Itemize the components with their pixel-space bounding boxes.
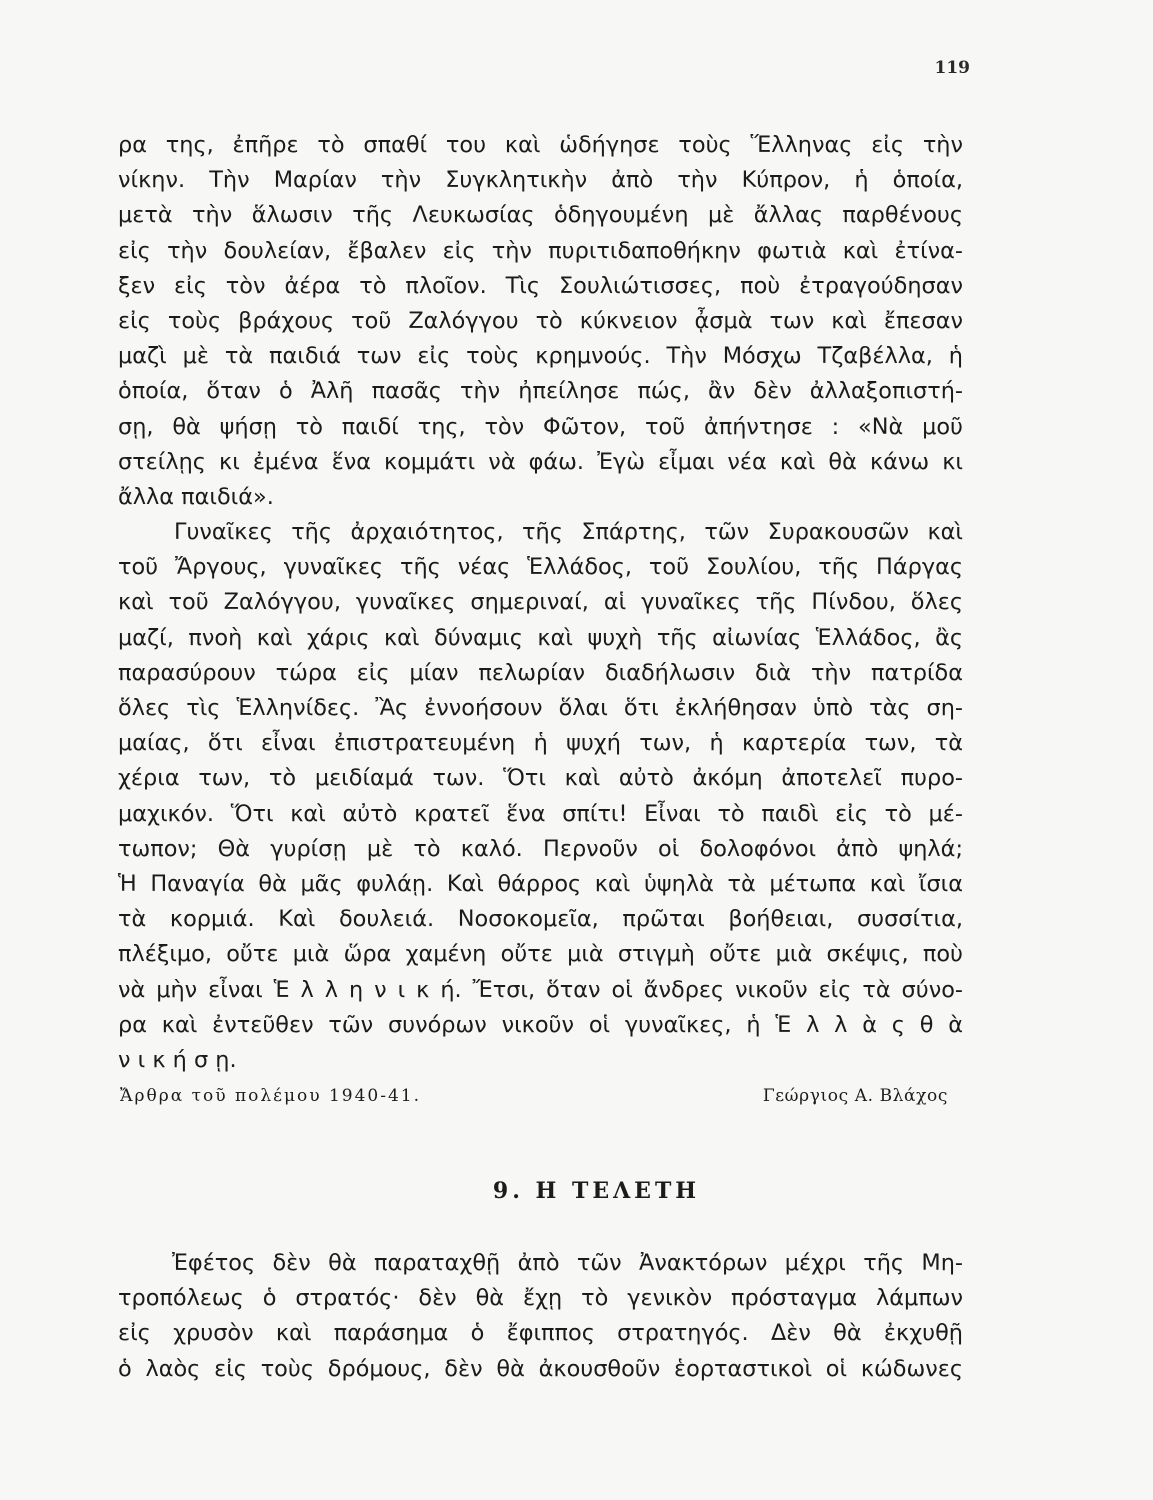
text-line: ρα καὶ ἐντεῦθεν τῶν συνόρων νικοῦν οἱ γυναῖκες, ἡ Ἑ λ λ ὰ ς θ ὰ — [118, 1011, 963, 1038]
text-line: τὰ κορμιά. Καὶ δουλειά. Νοσοκομεῖα, πρῶται βοήθειαι, συσσίτια, — [118, 906, 963, 933]
text-line: ν ι κ ή σ ῃ. — [118, 1046, 237, 1073]
text-line: πλέξιμο, οὔτε μιὰ ὥρα χαμένη οὔτε μιὰ στιγμὴ οὔτε μιὰ σκέψις, ποὺ — [118, 941, 963, 968]
source-attribution — [118, 1086, 958, 1110]
text-line: νίκην. Τὴν Μαρίαν τὴν Συγκλητικὴν ἀπὸ τὴν Κύπρον, ἡ ὁποία, — [118, 167, 963, 194]
text-line: Ἡ Παναγία θὰ μᾶς φυλάῃ. Καὶ θάρρος καὶ ὑψηλὰ τὰ μέτωπα καὶ ἴσια — [118, 870, 963, 897]
text-line: νὰ μὴν εἶναι Ἑ λ λ η ν ι κ ή. Ἔτσι, ὅταν οἱ ἄνδρες νικοῦν εἰς τὰ σύνο- — [118, 976, 963, 1003]
page-number: 119 — [934, 58, 970, 78]
paragraph-start-line: Ἐφέτος δὲν θὰ παραταχθῇ ἀπὸ τῶν Ἀνακτόρων μέχρι τῆς Μη- — [172, 1250, 963, 1276]
source-author: Γεώργιος Α. Βλάχος — [762, 1086, 948, 1106]
text-line: ἄλλα παιδιά». — [118, 483, 274, 510]
text-line: εἰς τὴν δουλείαν, ἔβαλεν εἰς τὴν πυριτιδαποθήκην φωτιὰ καὶ ἐτίνα- — [118, 237, 963, 264]
text-line: ὁποία, ὅταν ὁ Ἀλῆ πασᾶς τὴν ἠπείλησε πώς, ἂν δὲν ἀλλαξοπιστή- — [118, 378, 963, 405]
text-line: ρα της, ἐπῆρε τὸ σπαθί του καὶ ὡδήγησε τοὺς Ἕλληνας εἰς τὴν — [118, 132, 963, 158]
text-line: μαζὶ μὲ τὰ παιδιά των εἰς τοὺς κρημνούς. Τὴν Μόσχω Τζαβέλλα, ἡ — [118, 343, 963, 370]
text-line: μετὰ τὴν ἅλωσιν τῆς Λευκωσίας ὁδηγουμένη μὲ ἄλλας παρθένους — [118, 202, 963, 229]
text-line: εἰς τοὺς βράχους τοῦ Ζαλόγγου τὸ κύκνειον ᾆσμὰ των καὶ ἔπεσαν — [118, 307, 963, 334]
text-line: μαχικόν. Ὅτι καὶ αὐτὸ κρατεῖ ἕνα σπίτι! Εἶναι τὸ παιδὶ εἰς τὸ μέ- — [118, 800, 963, 827]
text-line: παρασύρουν τώρα εἰς μίαν πελωρίαν διαδήλωσιν διὰ τὴν πατρίδα — [118, 659, 963, 686]
text-line: τωπον; Θὰ γυρίσῃ μὲ τὸ καλό. Περνοῦν οἱ δολοφόνοι ἀπὸ ψηλά; — [118, 835, 963, 862]
text-line: στείλῃς κι ἐμένα ἕνα κομμάτι νὰ φάω. Ἐγὼ εἶμαι νέα καὶ θὰ κάνω κι — [118, 448, 963, 475]
section-heading: 9. Η ΤΕΛΕΤΗ — [492, 1178, 701, 1204]
section-text-block — [118, 1246, 963, 1387]
paragraph-start-line: Γυναῖκες τῆς ἀρχαιότητος, τῆς Σπάρτης, τῶν Συρακουσῶν καὶ — [174, 519, 963, 546]
text-line: ὅλες τὶς Ἑλληνίδες. Ἂς ἐννοήσουν ὅλαι ὅτι ἐκλήθησαν ὑπὸ τὰς ση- — [118, 695, 963, 721]
text-line: χέρια των, τὸ μειδίαμά των. Ὅτι καὶ αὐτὸ ἀκόμη ἀποτελεῖ πυρο- — [118, 765, 963, 792]
text-line: μαίας, ὅτι εἶναι ἐπιστρατευμένη ἡ ψυχή των, ἡ καρτερία των, τὰ — [118, 730, 963, 757]
text-line: εἰς χρυσὸν καὶ παράσημα ὁ ἔφιππος στρατηγός. Δὲν θὰ ἐκχυθῇ — [118, 1320, 963, 1347]
text-line: ξεν εἰς τὸν ἀέρα τὸ πλοῖον. Τὶς Σουλιώτισσες, ποὺ ἐτραγούδησαν — [118, 272, 963, 299]
source-title: Ἄρθρα τοῦ πολέμου 1940-41. — [120, 1086, 422, 1106]
text-line: μαζί, πνοὴ καὶ χάρις καὶ δύναμις καὶ ψυχὴ τῆς αἰωνίας Ἑλλάδος, ἂς — [118, 624, 963, 651]
text-line: σῃ, θὰ ψήσῃ τὸ παιδί της, τὸν Φῶτον, τοῦ ἀπήντησε : «Νὰ μοῦ — [118, 413, 963, 440]
main-text-block — [118, 128, 963, 1078]
text-line: ὁ λαὸς εἰς τοὺς δρόμους, δὲν θὰ ἀκουσθοῦν ἑορταστικοὶ οἱ κώδωνες — [118, 1355, 963, 1382]
text-line: τοῦ Ἄργους, γυναῖκες τῆς νέας Ἑλλάδος, τοῦ Σουλίου, τῆς Πάργας — [118, 554, 963, 581]
text-line: καὶ τοῦ Ζαλόγγου, γυναῖκες σημεριναί, αἱ γυναῖκες τῆς Πίνδου, ὅλες — [118, 589, 963, 616]
text-line: τροπόλεως ὁ στρατός· δὲν θὰ ἔχῃ τὸ γενικὸν πρόσταγμα λάμπων — [118, 1285, 963, 1312]
